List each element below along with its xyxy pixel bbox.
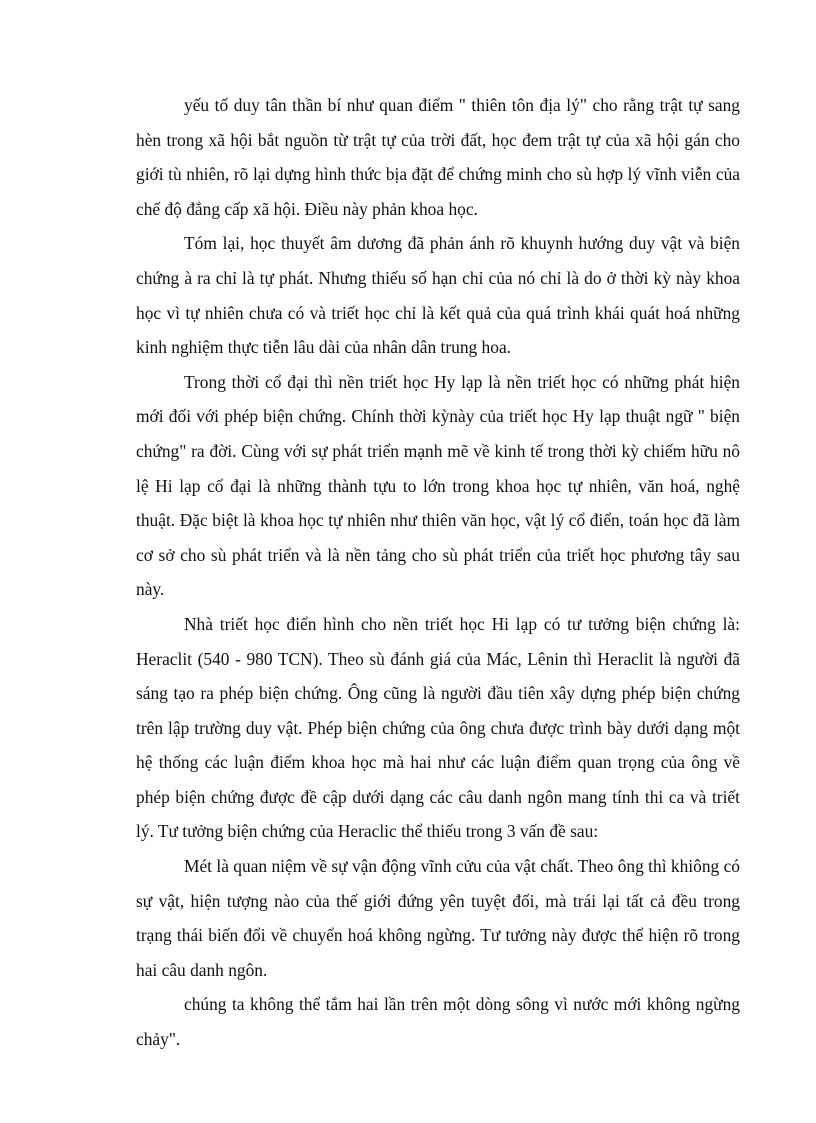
paragraph-greek-philosophy: Trong thời cổ đại thì nền triết học Hy lạp là nền triết học có những phát hiện mới đối với phép biện chứng. Chính thời kỳnày của triết học Hy lạp thuật ngữ " biện chứng" ra đời. Cùng với sự phát triển mạnh mẽ về kinh tế trong thời kỳ chiếm hữu nô lệ Hi lạp cổ đại là những thành tựu to lớn trong khoa học tự nhiên, văn hoá, nghệ thuật. Đặc biệt là khoa học tự nhiên như thiên văn học, vật lý cổ điển, toán học đã làm cơ sở cho sù phát triển và là nền tảng cho sù phát triển của triết học phương tây sau này. — [136, 371, 740, 600]
paragraph-geomancy-critique: yếu tố duy tân thần bí như quan điểm " thiên tôn địa lý" cho rằng trật tự sang hèn trong xã hội bắt nguồn từ trật tự của trời đất, học đem trật tự của xã hội gán cho giới tù nhiên, rõ lại dựng hình thức bịa đặt để chứng minh cho sù hợp lý vĩnh viễn của chế độ đẳng cấp xã hội. Điều này phản khoa học. — [136, 95, 740, 219]
paragraph-eternal-motion: Mét là quan niệm về sự vận động vĩnh cửu của vật chất. Theo ông thì khiông có sự vật, hiện tượng nào của thế giới đứng yên tuyệt đối, mà trái lại tất cả đều trong trạng thái biến đổi về chuyển hoá không ngừng. Tư tưởng này được thể hiện rõ trong hai câu danh ngôn. — [136, 856, 740, 980]
document-page — [136, 88, 740, 1057]
paragraph-heraclitus: Nhà triết học điển hình cho nền triết học Hi lạp có tư tưởng biện chứng là: Heraclit (540 - 980 TCN). Theo sù đánh giá của Mác, Lênin thì Heraclit là người đã sáng tạo ra phép biện chứng. Ông cũng là người đầu tiên xây dựng phép biện chứng trên lập trường duy vật. Phép biện chứng của ông chưa được trình bày dưới dạng một hệ thống các luận điểm khoa học mà hai như các luận điểm quan trọng của ông về phép biện chứng được đề cập dưới dạng các câu danh ngôn mang tính thi ca và triết lý. Tư tưởng biện chứng của Heraclic thể thiếu trong 3 vấn đề sau: — [136, 613, 740, 842]
paragraph-river-quote: chúng ta không thể tắm hai lần trên một dòng sông vì nước mới không ngừng chảy". — [136, 994, 740, 1050]
paragraph-yin-yang-summary: Tóm lại, học thuyết âm dương đã phản ánh rõ khuynh hướng duy vật và biện chứng à ra chỉ là tự phát. Nhưng thiếu số hạn chỉ của nó chỉ là do ở thời kỳ này khoa học vì tự nhiên chưa có và triết học chỉ là kết quả của quá trình khái quát hoá những kinh nghiệm thực tiễn lâu dài của nhân dân trung hoa. — [136, 233, 740, 358]
